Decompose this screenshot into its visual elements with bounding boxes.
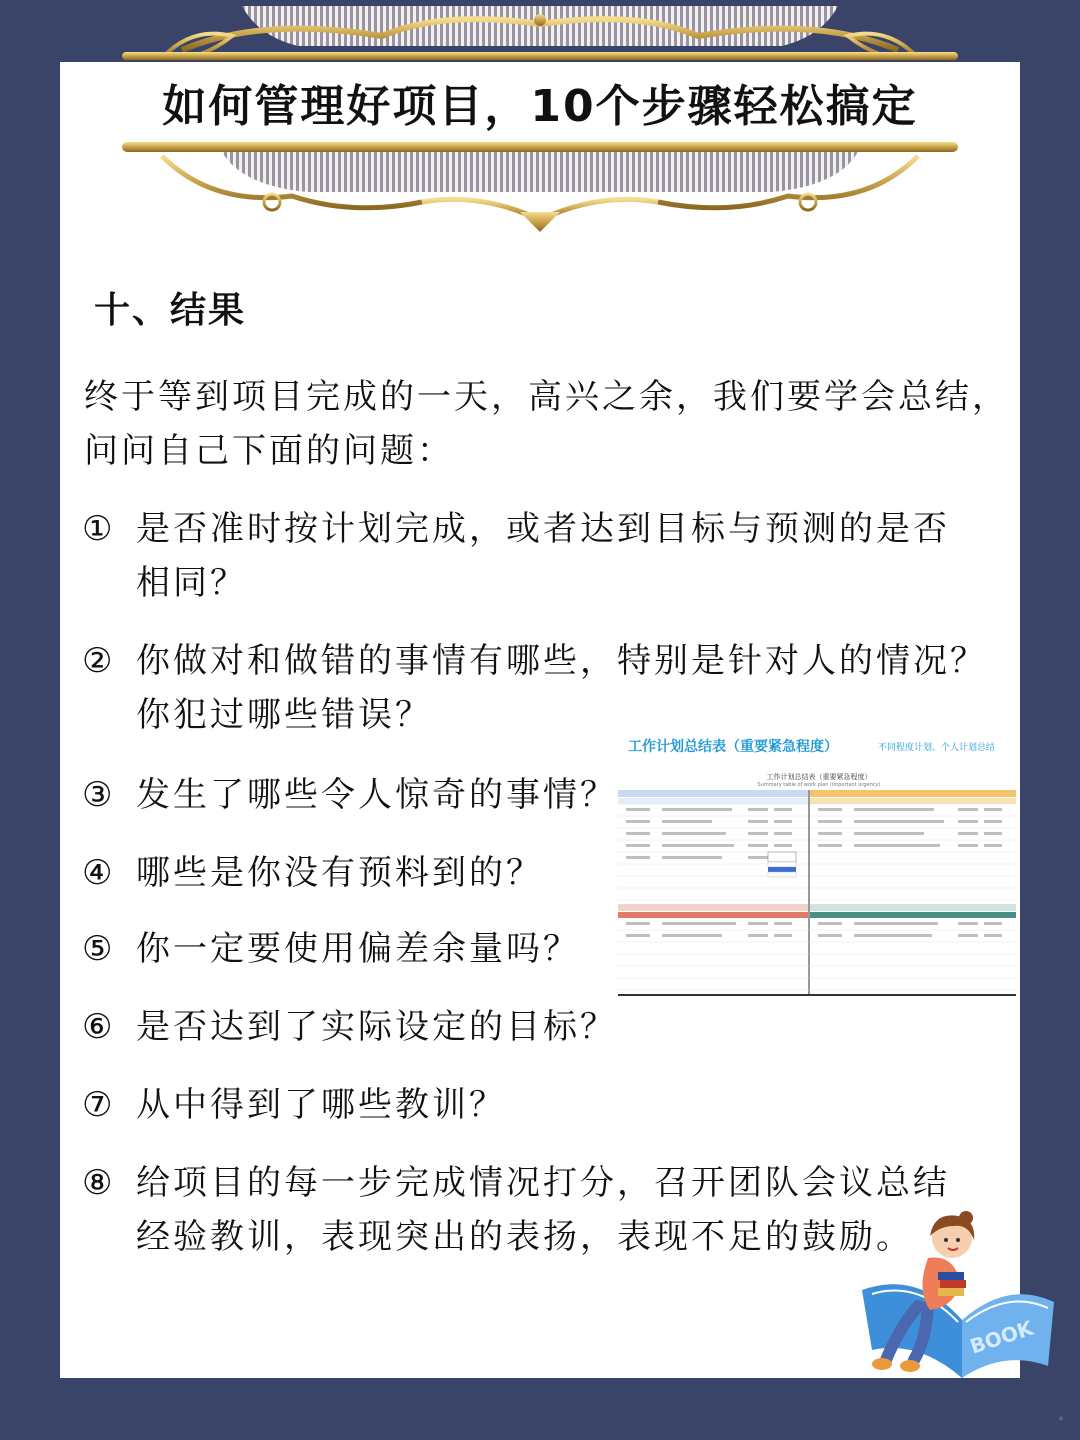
question-line: 你一定要使用偏差余量吗？: [136, 929, 580, 969]
question-item: [82, 1156, 950, 1264]
thumbnail-subtitle: 不同程度计划、个人计划总结: [878, 743, 996, 753]
thumbnail-inner-title: 工作计划总结表（重要紧急程度）: [766, 773, 872, 781]
question-number: ②: [82, 641, 116, 681]
thumbnail-inner-subtitle: Summary table of work plan (important urgency): [757, 782, 881, 788]
question-line: 哪些是你没有预料到的？: [136, 853, 543, 893]
question-line: 从中得到了哪些教训？: [136, 1085, 506, 1125]
question-item: [82, 502, 950, 610]
question-number: ⑥: [82, 1007, 116, 1047]
watermark: ◦: [1058, 1414, 1064, 1425]
intro-line: 问问自己下面的问题：: [84, 431, 454, 471]
question-line: 相同？: [136, 563, 247, 603]
question-number: ①: [82, 509, 116, 549]
worksheet-thumbnail: [618, 728, 1020, 998]
question-line: 经验教训，表现突出的表扬，表现不足的鼓励。: [136, 1217, 913, 1257]
question-line: 发生了哪些令人惊奇的事情？: [136, 775, 617, 815]
question-line: 你做对和做错的事情有哪些，特别是针对人的情况？: [136, 641, 987, 681]
question-line: 你犯过哪些错误？: [136, 695, 432, 735]
question-item: [82, 1078, 506, 1132]
intro-paragraph: [84, 370, 1024, 478]
page-title: 如何管理好项目，10个步骤轻松搞定: [162, 81, 918, 132]
question-line: 是否达到了实际设定的目标？: [136, 1007, 617, 1047]
question-line: 是否准时按计划完成，或者达到目标与预测的是否: [136, 509, 950, 549]
reading-girl-illustration: [858, 1210, 1058, 1380]
question-item: [82, 922, 580, 976]
thumbnail-title: 工作计划总结表（重要紧急程度）: [628, 739, 838, 755]
book-label: BOOK: [966, 1315, 1036, 1359]
question-line: 给项目的每一步完成情况打分，召开团队会议总结: [136, 1163, 950, 1203]
question-number: ⑧: [82, 1163, 116, 1203]
question-item: [82, 846, 543, 900]
thumbnail-table-graphic: [618, 728, 1020, 998]
intro-line: 终于等到项目完成的一天，高兴之余，我们要学会总结，: [84, 377, 1009, 417]
question-item: [82, 634, 987, 742]
section-heading: 十、结果: [94, 289, 247, 331]
question-number: ⑤: [82, 929, 116, 969]
question-number: ④: [82, 853, 116, 893]
question-number: ⑦: [82, 1085, 116, 1125]
question-item: [82, 1000, 617, 1054]
question-number: ③: [82, 775, 116, 815]
question-item: [82, 768, 617, 822]
